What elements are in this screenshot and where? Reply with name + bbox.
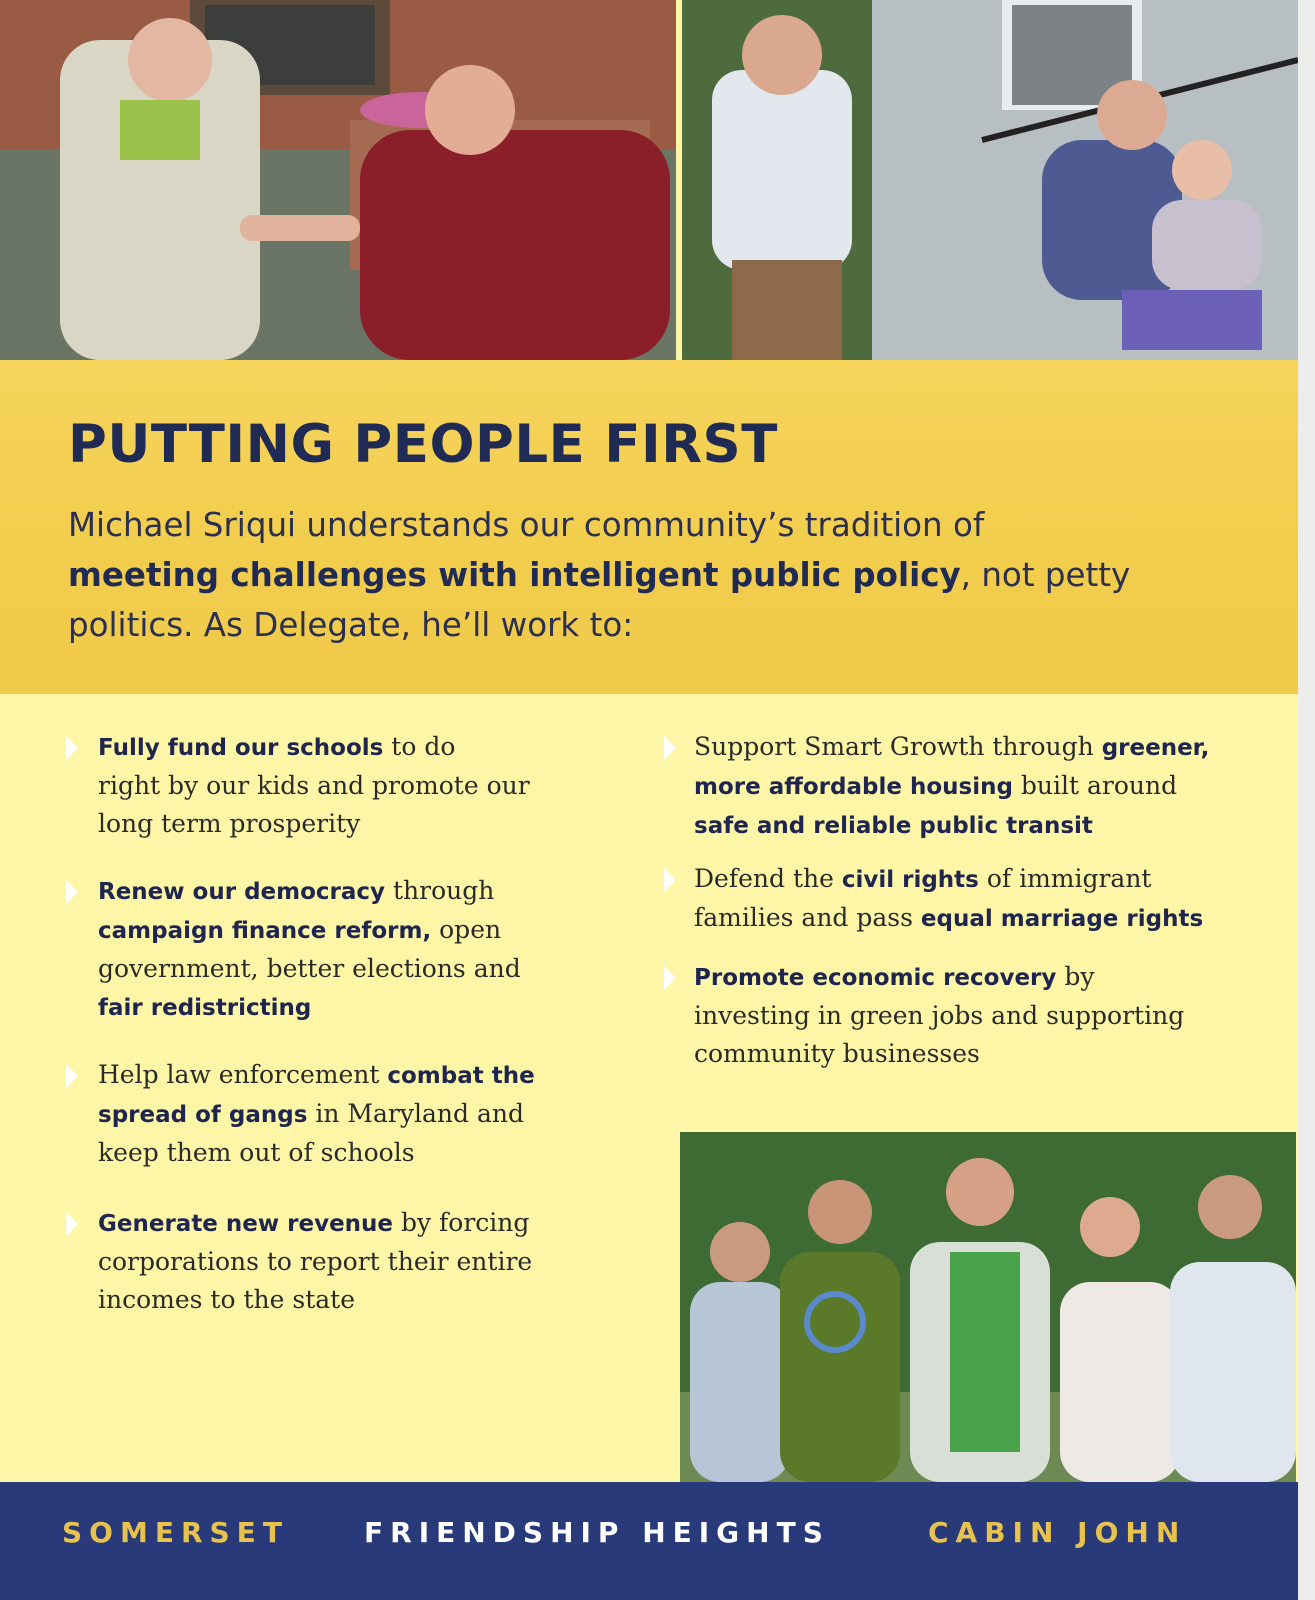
bullet-arrow-icon	[664, 868, 676, 892]
intro-tail: , not petty	[960, 556, 1131, 594]
bullet-civil-rights: Defend the civil rights of immigrant families and pass equal marriage rights	[694, 864, 1204, 932]
intro-paragraph	[68, 500, 1268, 650]
bullet-revenue: Generate new revenue by forcing corporations to report their entire incomes to the state	[98, 1208, 533, 1314]
bullet-arrow-icon	[66, 1212, 78, 1236]
footer-place-friendship-heights: FRIENDSHIP HEIGHTS	[364, 1516, 830, 1549]
footer-place-somerset: SOMERSET	[62, 1516, 289, 1549]
bullet-gangs: Help law enforcement combat the spread of gangs in Maryland and keep them out of schools	[98, 1060, 535, 1167]
bullet-arrow-icon	[66, 736, 78, 760]
bullet-arrow-icon	[664, 966, 676, 990]
page-edge	[1298, 0, 1315, 1600]
handshake-photo	[0, 0, 676, 360]
intro-lead: Michael Sriqui understands our community’s tradition of	[68, 506, 985, 544]
bullet-schools: Fully fund our schools to do right by our kids and promote our long term prosperity	[98, 732, 530, 838]
bullet-smart-growth: Support Smart Growth through greener, more affordable housing built around safe and reliable public transit	[694, 732, 1210, 839]
bullet-arrow-icon	[664, 736, 676, 760]
page-title: PUTTING PEOPLE FIRST	[68, 414, 778, 475]
bullet-arrow-icon	[66, 880, 78, 904]
bullet-economic-recovery: Promote economic recovery by investing in green jobs and supporting community businesses	[694, 962, 1185, 1068]
porch-photo	[682, 0, 1298, 360]
bullet-arrow-icon	[66, 1064, 78, 1088]
footer-place-cabin-john: CABIN JOHN	[928, 1516, 1187, 1549]
bullet-democracy: Renew our democracy through campaign finance reform, open government, better elections and fair redistricting	[98, 876, 521, 1021]
intro-emphasis: meeting challenges with intelligent public policy	[68, 556, 961, 594]
intro-closing: politics. As Delegate, he’ll work to:	[68, 606, 634, 644]
family-photo	[680, 1132, 1296, 1482]
